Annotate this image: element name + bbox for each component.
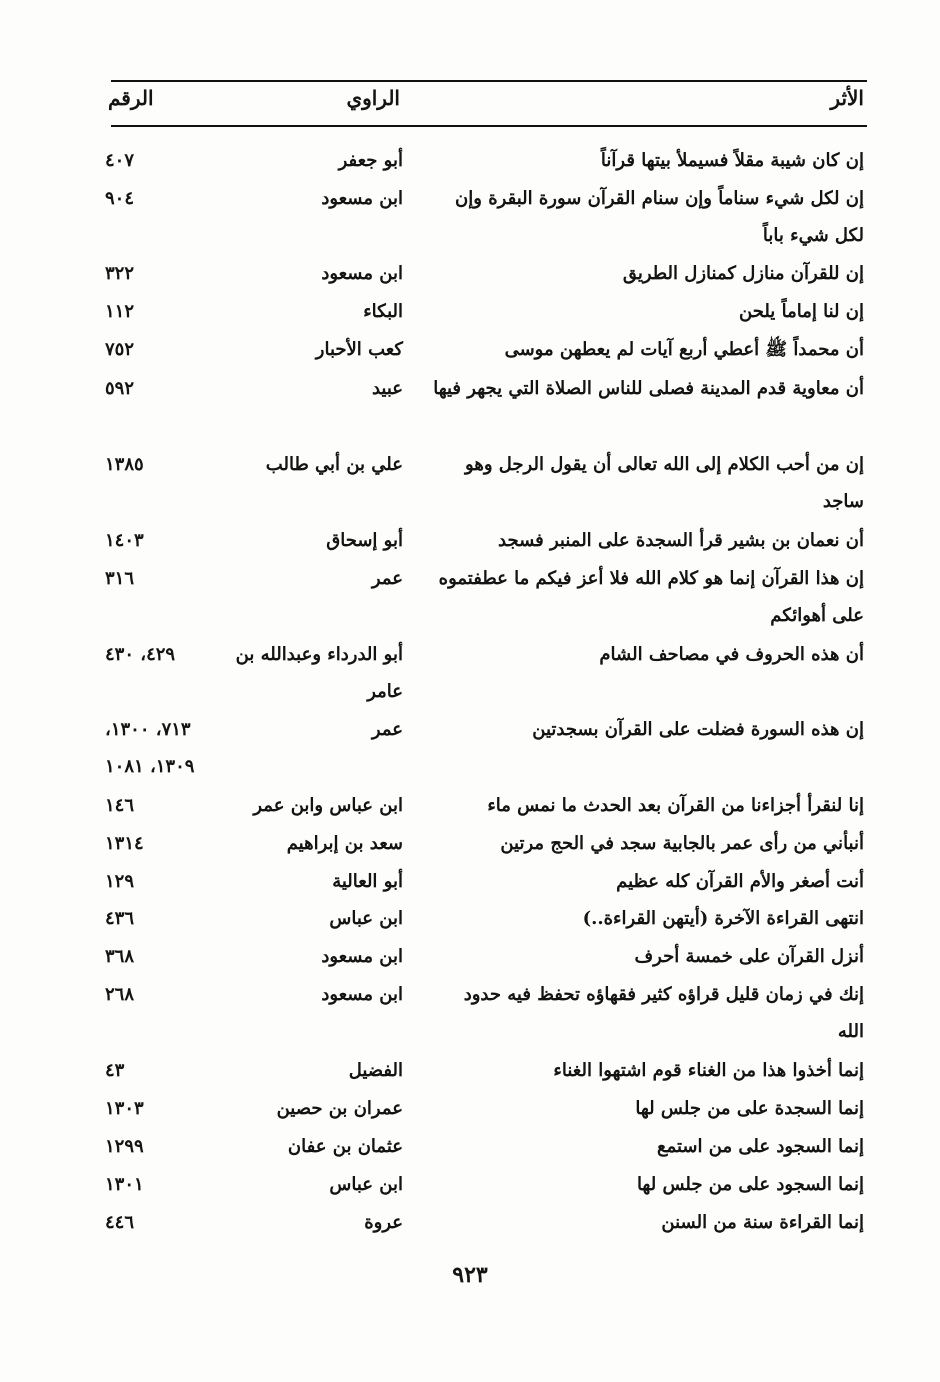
athar-text: إنا لنقرأ أجزاءنا من القرآن بعد الحدث ما نمس ماء [487,795,864,816]
rawi-name: البكاء [363,301,403,322]
rawi-name: علي بن أبي طالب [265,454,403,475]
reference-number: ٢٦٨ [105,984,135,1005]
rawi-name: ابن عباس [329,1174,403,1195]
athar-text: أنبأني من رأى عمر بالجابية سجد في الحج مرتين [500,833,864,854]
reference-number: ٧١٣، ١٣٠٠، ١٣٠٩، ١٠٨١ [105,719,195,777]
athar-text: إن لنا إماماً يلحن [739,301,864,322]
rawi-name: أبو جعفر [338,150,403,171]
reference-number: ٣٦٨ [105,946,135,967]
athar-text: انتهى القراءة الآخرة (أيتهن القراءة..) [582,908,864,929]
reference-number: ٤٢٩، ٤٣٠ [105,644,176,665]
rawi-name: عمران بن حصين [276,1098,403,1119]
reference-number: ٧٥٢ [105,339,135,360]
reference-number: ١٣٠١ [105,1174,144,1195]
reference-number: ٥٩٢ [105,378,135,399]
athar-text: إنما السجود على من استمع [657,1136,864,1157]
rawi-name: سعد بن إبراهيم [286,833,403,854]
rawi-name: كعب الأحبار [315,339,403,360]
athar-text: إن هذا القرآن إنما هو كلام الله فلا أعز فيكم ما عطفتموه على أهوائكم [438,568,864,626]
athar-text: أن محمداً ﷺ أعطي أربع آيات لم يعطهن موسى [504,339,864,360]
rawi-name: عمر [371,719,403,740]
page-number: ٩٢٣ [452,1262,488,1288]
athar-text: إنما السجود على من جلس لها [636,1174,864,1195]
rawi-name: أبو الدرداء وعبدالله بن عامر [235,644,403,702]
athar-text: إنما أخذوا هذا من الغناء قوم اشتهوا الغناء [553,1060,864,1081]
athar-text: إنك في زمان قليل قراؤه كثير فقهاؤه تحفظ فيه حدود الله [463,984,864,1042]
reference-number: ٤٣ [105,1060,125,1081]
rawi-name: عبيد [371,378,403,399]
reference-number: ٣١٦ [105,568,135,589]
reference-number: ١٢٩ [105,871,135,892]
athar-text: إن كان شيبة مقلاً فسيملأ بيتها قرآناً [600,150,864,171]
reference-number: ١٢٩٩ [105,1136,144,1157]
reference-number: ١٣١٤ [105,833,144,854]
athar-text: أنت أصغر والأم القرآن كله عظيم [616,871,864,892]
athar-text: أن نعمان بن بشير قرأ السجدة على المنبر فسجد [498,530,864,551]
column-header-rawi: الراوي [346,86,400,110]
athar-text: أن هذه الحروف في مصاحف الشام [599,644,864,665]
rawi-name: الفضيل [348,1060,403,1081]
reference-number: ٤٠٧ [105,150,135,171]
reference-number: ١٣٨٥ [105,454,144,475]
athar-text: أن معاوية قدم المدينة فصلى للناس الصلاة التي يجهر فيها [433,378,864,399]
rawi-name: ابن مسعود [321,188,403,209]
reference-number: ١٤٠٣ [105,530,144,551]
reference-number: ١١٢ [105,301,135,322]
rawi-name: ابن مسعود [321,946,403,967]
athar-text: إنما السجدة على من جلس لها [635,1098,864,1119]
reference-number: ١٣٠٣ [105,1098,144,1119]
rawi-name: عروة [364,1212,403,1233]
rawi-name: عمر [371,568,403,589]
rawi-name: عثمان بن عفان [287,1136,403,1157]
column-header-athar: الأثر [830,86,864,110]
column-header-number: الرقم [108,86,154,110]
athar-text: إن للقرآن منازل كمنازل الطريق [622,263,864,284]
rawi-name: أبو إسحاق [326,530,403,551]
athar-text: إن لكل شيء سناماً وإن سنام القرآن سورة البقرة وإن لكل شيء باباً [455,188,864,246]
athar-text: إن من أحب الكلام إلى الله تعالى أن يقول الرجل وهو ساجد [465,454,864,512]
reference-number: ٣٢٢ [105,263,135,284]
rawi-name: ابن عباس وابن عمر [253,795,403,816]
rawi-name: أبو العالية [332,871,403,892]
athar-text: إنما القراءة سنة من السنن [661,1212,864,1233]
athar-text: أنزل القرآن على خمسة أحرف [634,946,864,967]
reference-number: ٤٣٦ [105,908,135,929]
reference-number: ١٤٦ [105,795,135,816]
rawi-name: ابن مسعود [321,263,403,284]
reference-number: ٤٤٦ [105,1212,135,1233]
athar-text: إن هذه السورة فضلت على القرآن بسجدتين [532,719,864,740]
rawi-name: ابن عباس [329,908,403,929]
reference-number: ٩٠٤ [105,188,135,209]
rawi-name: ابن مسعود [321,984,403,1005]
